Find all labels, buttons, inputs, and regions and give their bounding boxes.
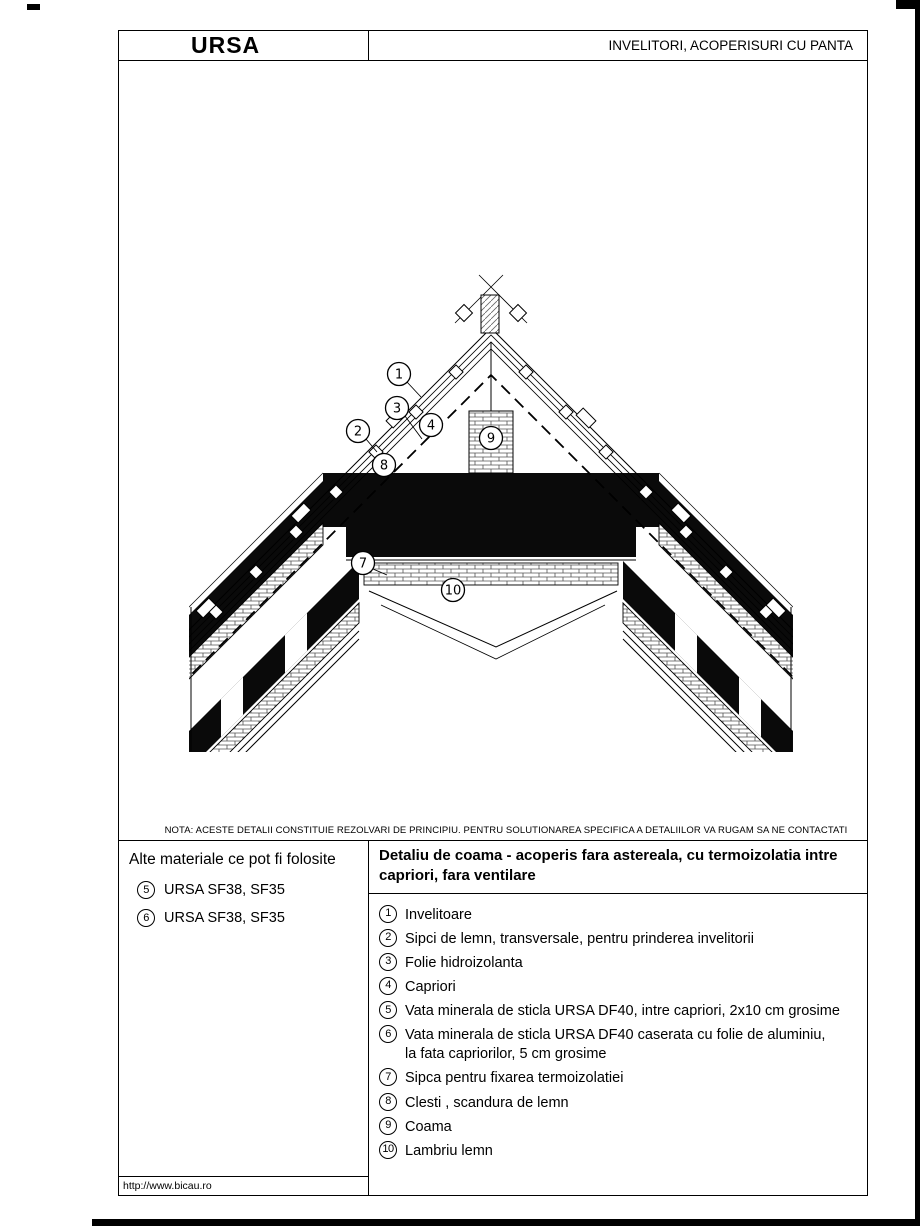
legend-item (379, 1025, 857, 1064)
material-item (137, 909, 358, 927)
legend-item (379, 1093, 857, 1113)
legend-item (379, 1068, 857, 1088)
page-title: INVELITORI, ACOPERISURI CU PANTA (608, 38, 853, 53)
callout-number-4: 4 (426, 418, 436, 434)
callout-number-2: 2 (353, 424, 363, 440)
cladding-v-line-1 (369, 591, 617, 647)
material-label: URSA SF38, SF35 (164, 882, 285, 898)
item-number-badge: 10 (379, 1141, 397, 1159)
item-number-badge: 5 (379, 1001, 397, 1019)
title-cell (369, 31, 867, 60)
legend-list (369, 894, 867, 1172)
callout-number-9: 9 (486, 431, 496, 447)
legend-item-label: Vata minerala de sticla URSA DF40 caserata cu folie de aluminiu, la fata capriorilor, 5 cm grosime (405, 1027, 826, 1063)
technical-drawing-area (119, 61, 867, 819)
footer-divider (119, 1176, 368, 1177)
tile-clip-mark (576, 408, 596, 428)
sheet (118, 30, 868, 1196)
materials-title: Alte materiale ce pot fi folosite (129, 851, 336, 868)
legend-item (379, 1001, 857, 1021)
tile-batten-mark (519, 365, 533, 379)
ridge-cap-block (481, 295, 499, 333)
mineral-wool-center (346, 519, 636, 557)
legend-title: Detaliu de coama - acoperis fara astereala, cu termoizolatia intre capriori, fara ventilare (369, 841, 867, 894)
callout-number-3: 3 (392, 401, 402, 417)
legend-item (379, 929, 857, 949)
note-bar (119, 819, 867, 841)
note-text: NOTA: ACESTE DETALII CONSTITUIE REZOLVARI DE PRINCIPIU. PENTRU SOLUTIONAREA SPECIFICA A DETALIILOR VA RUGAM SA NE CONTACTATI (164, 825, 848, 836)
sheet-header (119, 31, 867, 61)
brand-logo: URSA (191, 32, 261, 58)
roof-ridge-section-drawing (119, 61, 869, 819)
callout-number-7: 7 (358, 556, 368, 572)
legend-item (379, 953, 857, 973)
item-number-badge: 6 (379, 1025, 397, 1043)
legend-item-label: Invelitoare (405, 906, 472, 923)
item-number-badge: 4 (379, 977, 397, 995)
callout-number-1: 1 (394, 367, 404, 383)
tile-batten-mark (449, 365, 463, 379)
cladding-v-line-2 (381, 605, 605, 659)
callout-number-8: 8 (379, 458, 389, 474)
scan-artifact-right-edge (915, 0, 920, 1226)
legend-item-label: Sipci de lemn, transversale, pentru prinderea invelitorii (405, 930, 754, 947)
legend-item-label: Folie hidroizolanta (405, 954, 523, 971)
item-number-badge: 1 (379, 905, 397, 923)
legend-item (379, 1117, 857, 1137)
section-cut-edges (191, 607, 791, 751)
item-number-badge: 7 (379, 1068, 397, 1086)
material-item (137, 881, 358, 899)
logo-cell (119, 31, 369, 60)
clesti-board-black (323, 473, 659, 527)
legend-item-label: Coama (405, 1118, 452, 1135)
item-number-badge: 8 (379, 1093, 397, 1111)
legend-item-label: Capriori (405, 978, 456, 995)
legend-item-label: Clesti , scandura de lemn (405, 1094, 569, 1111)
callout-number-10: 10 (444, 583, 462, 599)
ridge-batten (510, 305, 527, 322)
tile-batten-mark (559, 405, 573, 419)
legend-item-label: Lambriu lemn (405, 1142, 493, 1159)
roof-section-layers (179, 275, 803, 819)
item-number-badge: 2 (379, 929, 397, 947)
footer-url[interactable]: http://www.bicau.ro (123, 1180, 212, 1192)
scan-artifact-topleft (27, 4, 40, 10)
legend-item-label: Vata minerala de sticla URSA DF40, intre capriori, 2x10 cm grosime (405, 1003, 840, 1019)
legend-item (379, 977, 857, 997)
bottom-section (119, 841, 867, 1195)
legend-panel (369, 841, 867, 1195)
legend-item (379, 905, 857, 925)
ridge-batten (456, 305, 473, 322)
item-number-badge: 5 (137, 881, 155, 899)
legend-item-label: Sipca pentru fixarea termoizolatiei (405, 1070, 624, 1087)
scan-artifact-bottom-edge (92, 1219, 920, 1226)
legend-item (379, 1141, 857, 1161)
item-number-badge: 3 (379, 953, 397, 971)
materials-list (129, 881, 358, 927)
material-label: URSA SF38, SF35 (164, 910, 285, 926)
tile-batten-mark (599, 445, 613, 459)
item-number-badge: 6 (137, 909, 155, 927)
materials-panel (119, 841, 369, 1195)
tile-batten-mark (409, 405, 423, 419)
lambriu-center-strip (364, 563, 618, 585)
item-number-badge: 9 (379, 1117, 397, 1135)
